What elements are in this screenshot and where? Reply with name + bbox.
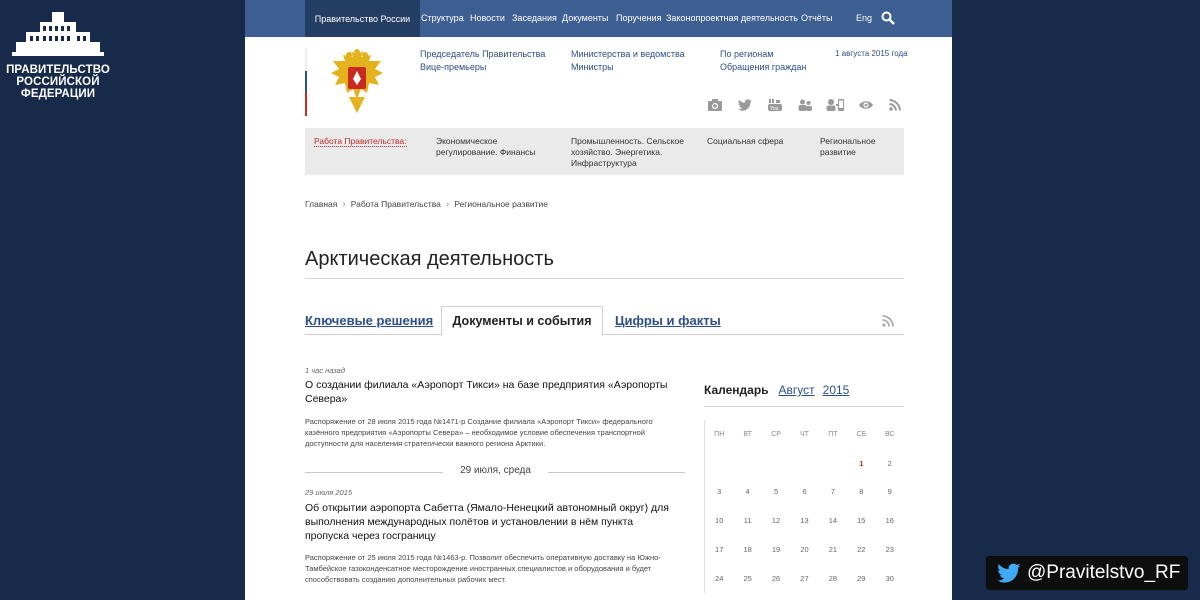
date-divider-label: 29 июля, среда	[443, 465, 548, 476]
category-social[interactable]: Социальная сфера	[707, 136, 784, 146]
calendar-weekday: ПТ	[828, 430, 838, 438]
calendar-day[interactable]: 30	[885, 573, 894, 583]
camera-icon[interactable]	[708, 99, 722, 111]
calendar-day[interactable]: 19	[771, 545, 781, 555]
calendar-day[interactable]: 15	[857, 516, 866, 526]
brand-title: ПРАВИТЕЛЬСТВО РОССИЙСКОЙ ФЕДЕРАЦИИ	[6, 64, 110, 100]
twitter-bird-icon	[996, 563, 1022, 583]
calendar-weekday: ПН	[714, 430, 725, 438]
nav-item-orders[interactable]: Поручения	[616, 13, 662, 23]
link-ministries[interactable]: Министерства и ведомства	[571, 49, 685, 59]
nav-item-english[interactable]: Eng	[856, 13, 873, 23]
calendar-day[interactable]: 21	[828, 545, 838, 555]
current-date: 1 августа 2015 года	[835, 49, 908, 58]
search-icon[interactable]	[881, 11, 895, 25]
calendar-day[interactable]: 22	[857, 545, 866, 555]
title-divider	[305, 278, 904, 279]
tab-figures-facts[interactable]: Цифры и факты	[615, 313, 721, 328]
link-vice-premiers[interactable]: Вице-премьеры	[420, 62, 487, 72]
calendar-day[interactable]: 27	[800, 573, 809, 583]
calendar-day[interactable]: 10	[715, 516, 724, 526]
tabs-divider	[305, 334, 904, 335]
work-categories-bar	[305, 128, 904, 175]
nav-item-reports[interactable]: Отчёты	[801, 13, 833, 23]
breadcrumb-regional[interactable]: Региональное развитие	[454, 199, 549, 209]
calendar-day[interactable]: 28	[828, 573, 838, 583]
coat-of-arms-icon[interactable]	[329, 49, 385, 115]
calendar-divider	[704, 406, 904, 407]
calendar-week	[705, 535, 904, 564]
link-regions[interactable]: По регионам	[720, 49, 774, 59]
calendar-day[interactable]: 7	[830, 487, 835, 497]
top-navigation	[245, 0, 952, 37]
calendar-day[interactable]: 12	[771, 516, 781, 526]
calendar-day[interactable]: 23	[885, 545, 894, 555]
calendar-day[interactable]: 1	[859, 458, 864, 468]
news-description: Распоряжение от 25 июля 2015 года №1463-р. Позволит обеспечить оперативную доставку на Южно-Тамбейское газоконденсатное месторождение иностранных специалистов и оборудования и будет способствовать созданию дополнительных рабочих мест.	[305, 553, 661, 584]
eye-icon[interactable]	[859, 99, 873, 111]
calendar-day[interactable]: 4	[745, 487, 750, 497]
work-bar-label[interactable]: Работа Правительства:	[314, 136, 407, 146]
breadcrumb-home[interactable]: Главная	[305, 199, 338, 209]
flag-stripe	[305, 48, 307, 116]
calendar-week	[705, 506, 904, 535]
calendar-weekday: СБ	[856, 430, 867, 438]
calendar-title: Календарь	[704, 383, 769, 397]
tab-documents-events[interactable]: Документы и события	[441, 306, 603, 336]
calendar-day[interactable]: 17	[715, 545, 724, 555]
calendar-week	[705, 449, 904, 478]
calendar-weekday: СР	[771, 430, 781, 438]
chevron-right-icon: ›	[342, 199, 346, 210]
news-description: Распоряжение от 28 июля 2015 года №1471-р Создание филиала «Аэропорт Тикси» федерального казённого предприятия «Аэропорты Севера» – необходимое условие обеспечения транспортной доступности для населения стратегически важного региона Арктики.	[305, 417, 653, 448]
calendar-day[interactable]: 8	[859, 487, 864, 497]
twitter-icon[interactable]	[738, 99, 752, 111]
nav-item-government[interactable]: Правительство России	[305, 0, 420, 37]
rss-icon[interactable]	[889, 99, 903, 111]
category-regional[interactable]: Региональное развитие	[820, 136, 876, 157]
calendar-weekday: ЧТ	[800, 430, 809, 438]
calendar-day[interactable]: 29	[857, 573, 866, 583]
youtube-icon[interactable]	[768, 99, 782, 111]
calendar-weekday: ВС	[884, 430, 895, 438]
brand-logo[interactable]	[0, 12, 116, 100]
nav-item-structure[interactable]: Структура	[421, 13, 464, 23]
calendar-grid	[704, 420, 904, 593]
news-title[interactable]: Об открытии аэропорта Сабетта (Ямало-Ненецкий автономный округ) для выполнения международных полётов и установлении в нём пункта пропуска через госграницу	[305, 502, 669, 542]
breadcrumb	[305, 199, 548, 210]
svg-text:You: You	[770, 106, 779, 111]
calendar-day[interactable]: 26	[771, 573, 781, 583]
rss-icon[interactable]	[882, 315, 894, 327]
news-time: 29 июля 2015	[305, 488, 353, 497]
calendar-day[interactable]: 11	[743, 516, 752, 526]
calendar-day[interactable]: 14	[828, 516, 838, 526]
calendar-weekday: ВТ	[743, 430, 752, 438]
calendar-day[interactable]: 9	[887, 487, 892, 497]
category-industry[interactable]: Промышленность. Сельское хозяйство. Энергетика. Инфраструктура	[571, 136, 684, 168]
chevron-right-icon: ›	[445, 199, 450, 210]
nav-item-meetings[interactable]: Заседания	[512, 13, 557, 23]
calendar-year[interactable]: 2015	[822, 383, 850, 397]
government-building-icon	[12, 12, 104, 60]
category-economy[interactable]: Экономическое регулирование. Финансы	[436, 136, 536, 157]
calendar-day[interactable]: 3	[717, 487, 722, 497]
link-ministers[interactable]: Министры	[571, 62, 614, 72]
twitter-handle: @Pravitelstvo_RF	[1027, 562, 1181, 583]
nav-item-documents[interactable]: Документы	[562, 13, 609, 23]
link-citizen-appeals[interactable]: Обращения граждан	[720, 62, 807, 72]
link-chairman[interactable]: Председатель Правительства	[420, 49, 546, 59]
main-page	[245, 0, 952, 600]
calendar-day[interactable]: 6	[802, 487, 807, 497]
news-time: 1 час назад	[305, 366, 345, 375]
calendar-header	[704, 383, 857, 397]
calendar-week	[705, 564, 904, 593]
calendar-week	[705, 478, 904, 507]
calendar-day[interactable]: 24	[715, 573, 724, 583]
tab-key-decisions[interactable]: Ключевые решения	[305, 313, 434, 328]
calendar-day[interactable]: 16	[885, 516, 894, 526]
calendar-day[interactable]: 5	[773, 487, 779, 497]
calendar-day[interactable]: 18	[743, 545, 752, 555]
community-icon[interactable]	[798, 99, 812, 111]
twitter-handle-badge[interactable]	[986, 556, 1188, 590]
calendar-day[interactable]: 13	[800, 516, 809, 526]
nav-item-news[interactable]: Новости	[470, 13, 505, 23]
nav-item-legislation[interactable]: Законопроектная деятельность	[666, 13, 798, 23]
news-title[interactable]: О создании филиала «Аэропорт Тикси» на базе предприятия «Аэропорты Севера»	[305, 379, 668, 405]
calendar-day[interactable]: 25	[743, 573, 752, 583]
calendar-day[interactable]: 20	[800, 545, 809, 555]
breadcrumb-work[interactable]: Работа Правительства	[350, 199, 441, 209]
calendar-day[interactable]: 2	[887, 458, 892, 468]
calendar-month[interactable]: Август	[778, 383, 815, 397]
page-title: Арктическая деятельность	[305, 248, 554, 270]
mobile-icon[interactable]	[834, 99, 848, 111]
